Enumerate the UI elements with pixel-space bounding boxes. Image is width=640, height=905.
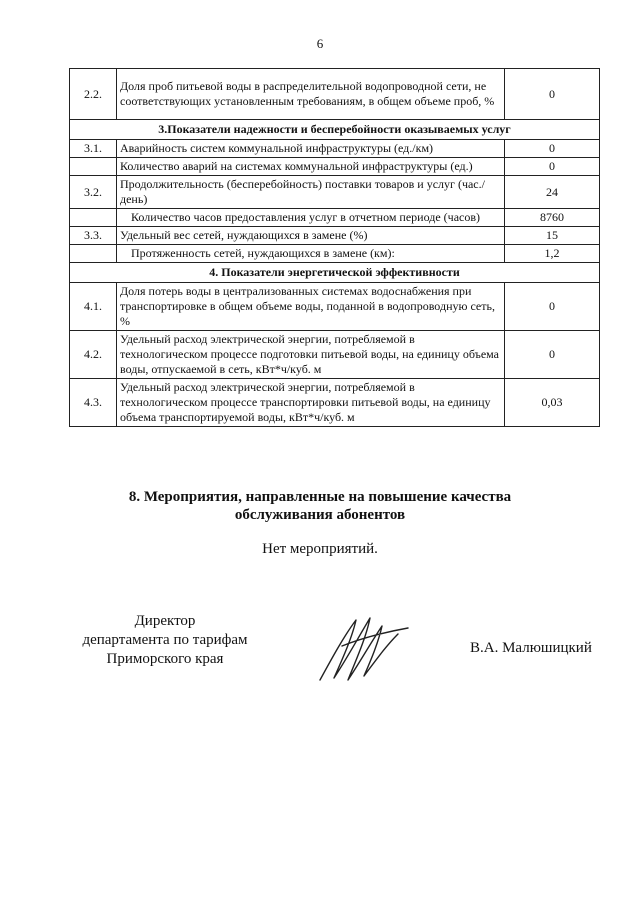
row-number: 3.1. bbox=[70, 140, 117, 158]
row-number: 2.2. bbox=[70, 69, 117, 120]
row-value: 1,2 bbox=[505, 245, 600, 263]
row-description: Удельный расход электрической энергии, потребляемой в технологическом процессе транспортировки питьевой воды, на единицу объема транспортируемой воды, кВт*ч/куб. м bbox=[117, 379, 505, 427]
table-row bbox=[70, 331, 600, 379]
row-value: 15 bbox=[505, 227, 600, 245]
table-row bbox=[70, 245, 600, 263]
row-value: 0,03 bbox=[505, 379, 600, 427]
row-value: 0 bbox=[505, 331, 600, 379]
section-header-row bbox=[70, 263, 600, 283]
row-description: Удельный вес сетей, нуждающихся в замене (%) bbox=[117, 227, 505, 245]
position-line-1: Директор bbox=[134, 613, 196, 629]
section-title: 4. Показатели энергетической эффективности bbox=[70, 263, 600, 283]
section-8-title-line-1: 8. Мероприятия, направленные на повышение качества bbox=[128, 489, 512, 505]
signatory-position bbox=[60, 612, 270, 669]
row-description: Протяженность сетей, нуждающихся в замене (км): bbox=[117, 245, 505, 263]
row-description: Количество часов предоставления услуг в отчетном периоде (часов) bbox=[117, 209, 505, 227]
row-value: 0 bbox=[505, 69, 600, 120]
table-row bbox=[70, 158, 600, 176]
position-line-3: Приморского края bbox=[106, 651, 224, 667]
row-description: Удельный расход электрической энергии, потребляемой в технологическом процессе подготовки питьевой воды, на единицу объема воды, отпускаемой в сеть, кВт*ч/куб. м bbox=[117, 331, 505, 379]
row-value: 0 bbox=[505, 283, 600, 331]
row-description: Доля проб питьевой воды в распределительной водопроводной сети, не соответствующих установленным требованиям, в общем объеме проб, % bbox=[117, 69, 505, 120]
table-row bbox=[70, 140, 600, 158]
section-8-title bbox=[0, 488, 640, 524]
row-value: 8760 bbox=[505, 209, 600, 227]
row-description: Аварийность систем коммунальной инфраструктуры (ед./км) bbox=[117, 140, 505, 158]
row-value: 24 bbox=[505, 176, 600, 209]
section-header-row bbox=[70, 120, 600, 140]
row-number: 4.1. bbox=[70, 283, 117, 331]
section-8-body: Нет мероприятий. bbox=[262, 541, 378, 557]
position-line-2: департамента по тарифам bbox=[82, 632, 248, 648]
row-value: 0 bbox=[505, 140, 600, 158]
section-title: 3.Показатели надежности и бесперебойности оказываемых услуг bbox=[70, 120, 600, 140]
row-number bbox=[70, 209, 117, 227]
indicators-table bbox=[69, 68, 600, 427]
row-description: Количество аварий на системах коммунальной инфраструктуры (ед.) bbox=[117, 158, 505, 176]
table-row bbox=[70, 379, 600, 427]
table-row bbox=[70, 69, 600, 120]
table-row bbox=[70, 176, 600, 209]
row-number bbox=[70, 158, 117, 176]
section-8-title-line-2: обслуживания абонентов bbox=[234, 507, 406, 523]
page-number: 6 bbox=[316, 36, 324, 51]
signatory-name: В.А. Малюшицкий bbox=[470, 640, 592, 656]
row-number bbox=[70, 245, 117, 263]
row-number: 3.3. bbox=[70, 227, 117, 245]
table-row bbox=[70, 283, 600, 331]
handwritten-signature bbox=[312, 608, 412, 688]
table-row bbox=[70, 227, 600, 245]
row-number: 4.3. bbox=[70, 379, 117, 427]
row-number: 4.2. bbox=[70, 331, 117, 379]
row-description: Продолжительность (бесперебойность) поставки товаров и услуг (час./день) bbox=[117, 176, 505, 209]
table-row bbox=[70, 209, 600, 227]
row-value: 0 bbox=[505, 158, 600, 176]
row-description: Доля потерь воды в централизованных системах водоснабжения при транспортировке в общем объеме воды, поданной в водопроводную сеть, % bbox=[117, 283, 505, 331]
row-number: 3.2. bbox=[70, 176, 117, 209]
